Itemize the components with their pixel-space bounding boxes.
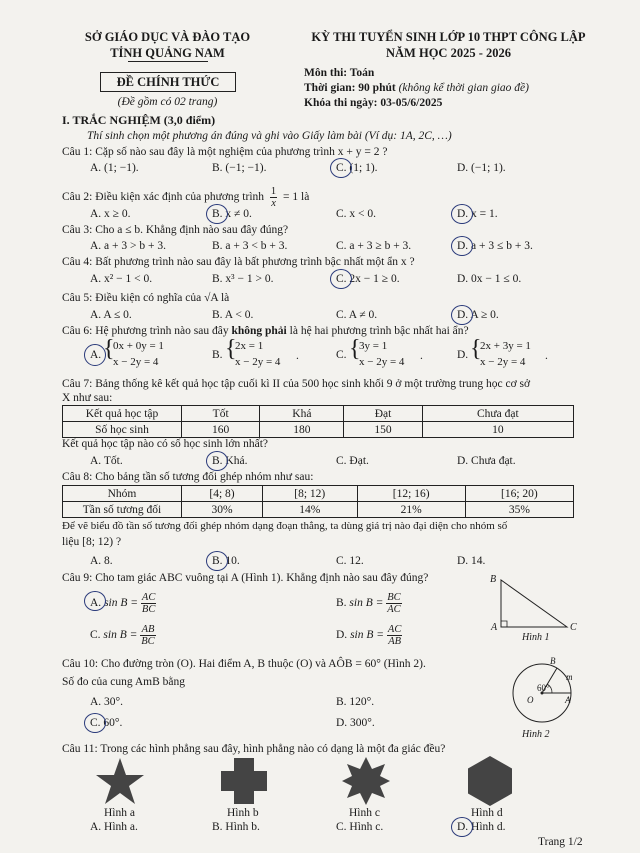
q3-answer-mark (451, 236, 473, 256)
q8-option-b: B. 10. (212, 555, 240, 567)
q8-option-a: A. 8. (90, 555, 113, 567)
q2-option-c: C. x < 0. (336, 208, 377, 220)
q9-a-den: BC (141, 604, 156, 616)
q9-option-b (336, 592, 402, 615)
q5-option-c: C. A ≠ 0. (336, 309, 378, 321)
q9-c-den: BC (141, 636, 155, 648)
q3-option-a: A. a + 3 > b + 3. (90, 240, 166, 252)
q7-table-row (63, 422, 574, 438)
q9-b-frac (386, 592, 401, 615)
q8-answer-mark (206, 551, 228, 571)
q7-th: Chưa đạt (422, 406, 573, 422)
q9-a-num: AC (141, 592, 156, 603)
q1-option-a: A. (1; −1). (90, 162, 139, 174)
q10-option-c: C. 60°. (90, 717, 123, 729)
q8-td: 30% (182, 502, 263, 518)
q2-answer-mark-b (206, 204, 228, 224)
q2-frac-num: 1 (270, 186, 277, 197)
time-italic: (không kể thời gian giao đề) (398, 82, 529, 94)
q4-option-c: C. 2x − 1 ≥ 0. (336, 273, 400, 285)
q7-table (62, 405, 574, 438)
q6-option-d-label: D. (457, 349, 469, 361)
q7-th: Tốt (182, 406, 260, 422)
q7-option-c: C. Đạt. (336, 455, 369, 467)
q9-stem: Câu 9: Cho tam giác ABC vuông tại A (Hình 1). Khẳng định nào sau đây đúng? (62, 572, 429, 584)
q6-stem-post: là hệ hai phương trình bậc nhất hai ẩn? (289, 325, 469, 337)
q6-option-a-label: A. (90, 349, 102, 361)
q9-b-den: AC (387, 604, 401, 616)
q1-option-d: D. (−1; 1). (457, 162, 506, 174)
official-label: ĐỀ CHÍNH THỨC (100, 72, 236, 92)
star-shape-a (95, 757, 145, 805)
q6-stem (62, 325, 469, 338)
figure-1-label: Hình 1 (522, 632, 550, 643)
q3-stem: Câu 3: Cho a ≤ b. Khẳng định nào sau đây đúng? (62, 224, 289, 236)
q1-option-c: C. (1; 1). (336, 162, 378, 174)
q8-question-line1: Để vẽ biểu đồ tần số tương đối ghép nhóm dạng đoạn thẳng, ta dùng giá trị nào đại diện cho nhóm số (62, 520, 508, 532)
q8-td: 14% (262, 502, 357, 518)
q6-c-tail: . (420, 350, 423, 362)
q6-option-b-label: B. (212, 349, 223, 361)
q10-point-o: O (527, 695, 534, 705)
q6-a-line1: 0x + 0y = 1 (113, 340, 164, 352)
q6-b-tail: . (296, 350, 299, 362)
q2-answer-mark-d (451, 204, 473, 224)
q5-option-d: D. A ≥ 0. (457, 309, 499, 321)
q11-stem: Câu 11: Trong các hình phẳng sau đây, hình phẳng nào có dạng là một đa giác đều? (62, 743, 446, 755)
pages-note: (Đề gồm có 02 trang) (117, 96, 218, 108)
q8-th: Nhóm (63, 486, 182, 502)
q9-c-label: C. (90, 629, 101, 642)
q8-td: 35% (465, 502, 573, 518)
q7-option-d: D. Chưa đạt. (457, 455, 516, 467)
time-bold: Thời gian: 90 phút (304, 82, 396, 94)
q8-table (62, 485, 574, 518)
q6-b-line1: 2x = 1 (235, 340, 264, 352)
q5-stem: Câu 5: Điều kiện có nghĩa của √A là (62, 292, 230, 304)
page-number: Trang 1/2 (538, 836, 583, 848)
q7-option-b: B. Khá. (212, 455, 248, 467)
q6-stem-pre: Câu 6: Hệ phương trình nào sau đây (62, 325, 229, 337)
q2-option-d: D. x = 1. (457, 208, 498, 220)
q10-option-b: B. 120°. (336, 696, 375, 708)
dept-line1: SỞ GIÁO DỤC VÀ ĐÀO TẠO (84, 30, 251, 44)
q7-option-a: A. Tốt. (90, 455, 123, 467)
q6-a-line2: x − 2y = 4 (113, 356, 159, 368)
exam-date: Khóa thi ngày: 03-05/6/2025 (304, 97, 443, 109)
q9-point-c: C (570, 622, 577, 633)
q10-angle: 60° (537, 683, 550, 693)
q9-b-fn: sin B = (349, 597, 384, 610)
time-line (304, 82, 529, 95)
q9-c-frac (140, 624, 155, 647)
q11-option-a: A. Hình a. (90, 821, 138, 833)
q7-td: Số học sinh (63, 422, 182, 438)
q5-option-a: A. A ≤ 0. (90, 309, 132, 321)
q6-c-brace: { (349, 336, 361, 362)
q9-d-den: AB (388, 636, 402, 648)
q5-option-b: B. A < 0. (212, 309, 254, 321)
q9-point-a: A (491, 622, 498, 633)
q2-frac-den: x (271, 198, 276, 210)
q7-answer-mark (206, 451, 228, 471)
q10-option-a: A. 30°. (90, 696, 124, 708)
q8-table-header (63, 486, 574, 502)
q7-td: 10 (422, 422, 573, 438)
q8-table-row (63, 502, 574, 518)
q8-td: Tần số tương đối (63, 502, 182, 518)
subject: Môn thi: Toán (304, 67, 375, 79)
q2-stem-post: = 1 là (283, 191, 310, 204)
figure-2-label: Hình 2 (522, 729, 550, 740)
q7-td: 160 (182, 422, 260, 438)
q7-question: Kết quả học tập nào có số học sinh lớn nhất? (62, 438, 269, 450)
q4-option-b: B. x³ − 1 > 0. (212, 273, 274, 285)
q9-c-num: AB (141, 624, 155, 635)
exam-title: KỲ THI TUYỂN SINH LỚP 10 THPT CÔNG LẬP (311, 30, 586, 44)
q4-option-d: D. 0x − 1 ≤ 0. (457, 273, 522, 285)
q6-option-c-label: C. (336, 349, 347, 361)
q5-answer-mark (451, 305, 473, 325)
q2-fraction (270, 186, 277, 209)
q6-d-brace: { (470, 336, 482, 362)
q7-td: 150 (344, 422, 422, 438)
q8-th: [8; 12) (262, 486, 357, 502)
q9-d-fn: sin B = (350, 629, 385, 642)
q3-option-c: C. a + 3 ≥ b + 3. (336, 240, 412, 252)
q8-th: [16; 20) (465, 486, 573, 502)
q1-option-b: B. (−1; −1). (212, 162, 267, 174)
star-shape-c (341, 756, 391, 806)
q6-answer-mark (84, 344, 106, 366)
q2-option-a: A. x ≥ 0. (90, 208, 131, 220)
q3-option-d: D. a + 3 ≤ b + 3. (457, 240, 533, 252)
q8-stem: Câu 8: Cho bảng tần số tương đối ghép nhóm như sau: (62, 471, 314, 483)
q8-th: [12; 16) (357, 486, 465, 502)
q9-a-label: A. (90, 597, 102, 610)
q9-d-frac (387, 624, 402, 647)
q9-d-num: AC (387, 624, 402, 635)
q4-option-a: A. x² − 1 < 0. (90, 273, 153, 285)
cross-shape-b (220, 757, 268, 805)
q10-point-a: A (565, 695, 571, 705)
hexagon-shape-d (464, 755, 516, 807)
q2-stem-pre: Câu 2: Điều kiện xác định của phương trình (62, 191, 265, 204)
q11-option-d: D. Hình d. (457, 821, 506, 833)
q4-stem: Câu 4: Bất phương trình nào sau đây là bất phương trình bậc nhất một ẩn x ? (62, 256, 415, 268)
q8-option-c: C. 12. (336, 555, 364, 567)
q7-th: Đạt (344, 406, 422, 422)
q11-caption-d: Hình d (471, 807, 503, 819)
q8-td: 21% (357, 502, 465, 518)
q7-th: Khá (260, 406, 344, 422)
q11-option-b: B. Hình b. (212, 821, 260, 833)
q11-caption-b: Hình b (227, 807, 259, 819)
section-instruction: Thí sinh chọn một phương án đúng và ghi vào Giấy làm bài (Ví dụ: 1A, 2C, …) (87, 130, 452, 142)
q6-d-line2: x − 2y = 4 (480, 356, 526, 368)
q10-answer-mark (84, 713, 106, 733)
q7-th: Kết quả học tập (63, 406, 182, 422)
q3-option-b: B. a + 3 < b + 3. (212, 240, 288, 252)
q10-stem: Câu 10: Cho đường tròn (O). Hai điểm A, B thuộc (O) và AÔB = 60° (Hình 2). (62, 658, 426, 670)
q4-answer-mark (330, 269, 352, 289)
q9-b-num: BC (387, 592, 401, 603)
q6-stem-bold: không phải (231, 325, 287, 337)
q11-option-c: C. Hình c. (336, 821, 384, 833)
q10-option-d: D. 300°. (336, 717, 375, 729)
q8-option-d: D. 14. (457, 555, 486, 567)
q7-table-header (63, 406, 574, 422)
q6-c-line1: 3y = 1 (359, 340, 388, 352)
dept-line2: TỈNH QUẢNG NAM (110, 46, 225, 60)
q9-option-d (336, 624, 402, 647)
q6-d-line1: 2x + 3y = 1 (480, 340, 531, 352)
q9-c-fn: sin B = (103, 629, 138, 642)
q9-answer-mark (84, 591, 106, 611)
q10-point-m: m (566, 672, 573, 682)
q9-option-c (90, 624, 156, 647)
q1-answer-mark (330, 158, 352, 178)
q6-d-tail: . (545, 350, 548, 362)
q7-stem-line2: X như sau: (62, 392, 113, 404)
q11-caption-a: Hình a (104, 807, 135, 819)
q2-stem (62, 186, 309, 209)
q6-b-brace: { (225, 336, 237, 362)
section-title: I. TRẮC NGHIỆM (3,0 điểm) (62, 113, 216, 127)
q11-answer-mark (451, 817, 473, 837)
q8-th: [4; 8) (182, 486, 263, 502)
q9-a-frac (141, 592, 156, 615)
q6-b-line2: x − 2y = 4 (235, 356, 281, 368)
q10-point-b: B (550, 656, 556, 666)
q9-d-label: D. (336, 629, 348, 642)
q9-b-label: B. (336, 597, 347, 610)
q10-stem-line2: Số đo của cung AmB bằng (62, 676, 185, 688)
q6-c-line2: x − 2y = 4 (359, 356, 405, 368)
q2-option-b: B. x ≠ 0. (212, 208, 252, 220)
q8-question-line2: liệu [8; 12) ? (62, 536, 122, 548)
q7-td: 180 (260, 422, 344, 438)
q6-a-brace: { (103, 336, 115, 362)
q1-stem: Câu 1: Cặp số nào sau đây là một nghiệm của phương trình x + y = 2 ? (62, 146, 388, 158)
header-divider (128, 61, 208, 62)
q11-caption-c: Hình c (349, 807, 380, 819)
q9-a-fn: sin B = (104, 597, 139, 610)
school-year: NĂM HỌC 2025 - 2026 (386, 46, 511, 60)
q9-point-b: B (490, 574, 497, 585)
q7-stem-line1: Câu 7: Bảng thống kê kết quả học tập cuối kì II của 500 học sinh khối 9 ở một trường trung học cơ sở (62, 378, 531, 390)
